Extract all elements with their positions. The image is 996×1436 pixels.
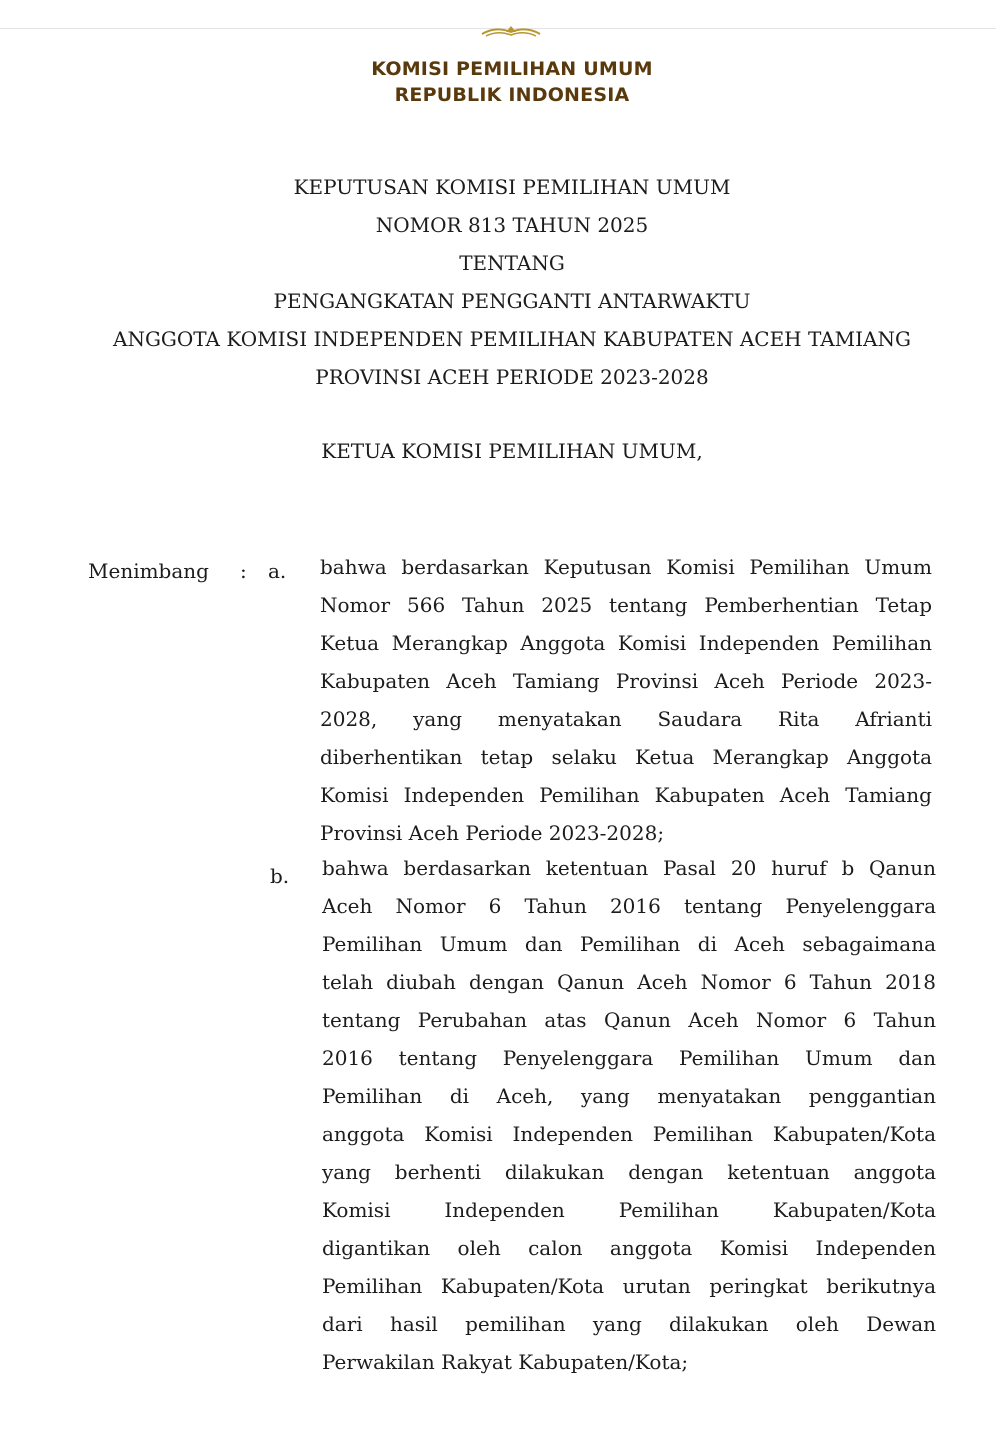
title-line: PENGANGKATAN PENGGANTI ANTARWAKTU [273,289,751,313]
title-line: TENTANG [459,251,565,275]
menimbang-colon: : [240,559,247,583]
title-line: NOMOR 813 TAHUN 2025 [375,213,649,237]
consideration-line: Pemilihan Umum dan Pemilihan di Aceh sebagaimana [322,932,936,956]
institution-country: REPUBLIK INDONESIA [394,84,630,106]
menimbang-label: Menimbang [88,559,209,583]
consideration-line: Nomor 566 Tahun 2025 tentang Pemberhentian Tetap [320,593,932,617]
consideration-line: telah diubah dengan Qanun Aceh Nomor 6 Tahun 2018 [322,970,936,994]
decree-title [0,168,996,396]
consideration-line: 2028, yang menyatakan Saudara Rita Afrianti [320,707,932,731]
title-line: KEPUTUSAN KOMISI PEMILIHAN UMUM [293,175,731,199]
consideration-line: bahwa berdasarkan Keputusan Komisi Pemilihan Umum [320,555,932,579]
consideration-line: Pemilihan di Aceh, yang menyatakan penggantian [322,1084,936,1108]
consideration-line: bahwa berdasarkan ketentuan Pasal 20 huruf b Qanun [322,856,936,880]
consideration-line: 2016 tentang Penyelenggara Pemilihan Umum dan [322,1046,936,1070]
title-line: ANGGOTA KOMISI INDEPENDEN PEMILIHAN KABUPATEN ACEH TAMIANG [113,327,911,351]
consideration-a [320,548,932,852]
consideration-line: Pemilihan Kabupaten/Kota urutan peringkat berikutnya [322,1274,936,1298]
consideration-line: anggota Komisi Independen Pemilihan Kabupaten/Kota [322,1122,936,1146]
consideration-line: diberhentikan tetap selaku Ketua Merangkap Anggota [320,745,932,769]
garuda-emblem-icon [478,22,544,40]
consideration-line: Perwakilan Rakyat Kabupaten/Kota; [322,1350,689,1374]
issuer-line: KETUA KOMISI PEMILIHAN UMUM, [321,439,703,463]
consideration-line: tentang Perubahan atas Qanun Aceh Nomor 6 Tahun [322,1008,936,1032]
consideration-line: dari hasil pemilihan yang dilakukan oleh Dewan [322,1312,936,1336]
consideration-line: yang berhenti dilakukan dengan ketentuan anggota [322,1160,936,1184]
consideration-line: Aceh Nomor 6 Tahun 2016 tentang Penyelenggara [322,894,936,918]
consideration-b [322,849,936,1381]
item-letter-b: b. [270,864,290,888]
letterhead [0,56,996,108]
item-letter-a: a. [268,559,287,583]
consideration-line: Komisi Independen Pemilihan Kabupaten Aceh Tamiang [320,783,932,807]
title-line: PROVINSI ACEH PERIODE 2023-2028 [315,365,709,389]
consideration-line: digantikan oleh calon anggota Komisi Independen [322,1236,936,1260]
institution-name: KOMISI PEMILIHAN UMUM [371,58,653,80]
consideration-line: Kabupaten Aceh Tamiang Provinsi Aceh Periode 2023- [320,669,932,693]
consideration-line: Ketua Merangkap Anggota Komisi Independen Pemilihan [320,631,932,655]
consideration-line: Komisi Independen Pemilihan Kabupaten/Kota [322,1198,936,1222]
consideration-line: Provinsi Aceh Periode 2023-2028; [320,821,665,845]
